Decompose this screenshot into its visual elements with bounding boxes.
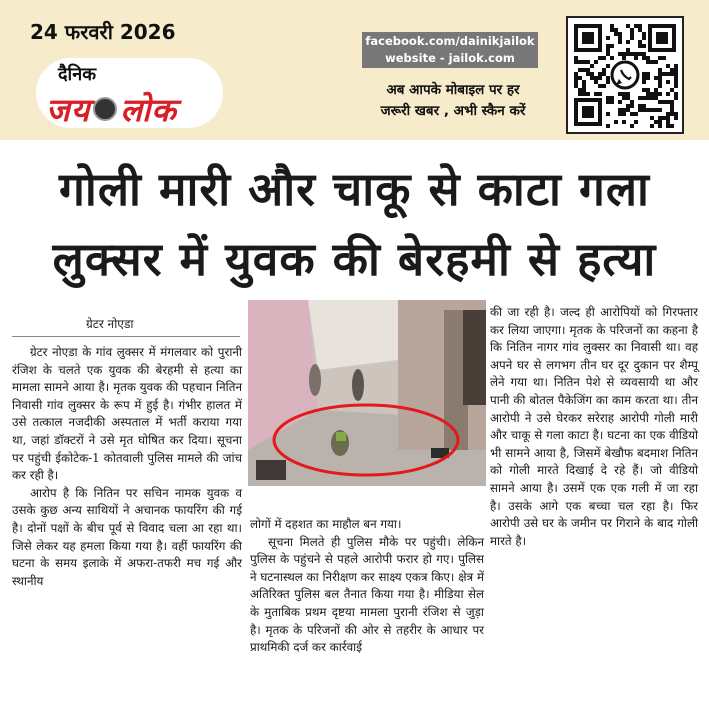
headline-line2: लुक्सर में युवक की बेरहमी से हत्या xyxy=(52,232,657,286)
headline-line1: गोली मारी और चाकू से काटा गला xyxy=(59,162,650,216)
logo-word-jay: जय xyxy=(46,91,91,129)
paragraph: लोगों में दहशत का माहौल बन गया। xyxy=(250,517,402,531)
article-column-3 xyxy=(490,304,698,550)
cctv-photo xyxy=(248,300,486,486)
website-link[interactable]: website - jailok.com xyxy=(385,51,515,65)
logo-word-lok: लोक xyxy=(120,91,177,129)
article-column-1 xyxy=(12,344,242,590)
paragraph: सूचना मिलते ही पुलिस मौके पर पहुंची। लेकिन पुलिस के पहुंचने से पहले आरोपी फरार हो गए। पुलिस ने घटनास्थल का निरीक्षण कर साक्ष्य एकत्र किए। क्षेत्र में अतिरिक्त पुलिस बल तैनात किया गया है। मीडिया सेल के मुताबिक प्रथम दृष्टया मामला पुरानी रंजिश से जुड़ा है। मृतक के परिजनों की ओर से तहरीर के आधार पर प्राथमिकी दर्ज कर कार्रवाई xyxy=(250,534,484,655)
edition-date: 24 फरवरी 2026 xyxy=(30,20,176,44)
social-links-box xyxy=(362,32,538,68)
globe-icon xyxy=(93,97,117,121)
dateline: ग्रेटर नोएडा xyxy=(86,317,134,331)
paragraph: ग्रेटर नोएडा के गांव लुक्सर में मंगलवार को पुरानी रंजिश के चलते एक युवक की बेरहमी से हत्या का मामला सामने आया है। मृतक युवक की पहचान नितिन निवासी गांव लुक्सर के रूप में हुई है। गंभीर हालत में उसे तत्काल नजदीकी अस्पताल में भर्ती कराया गया था, जहां डॉक्टरों ने उसे मृत घोषित कर दिया। सूचना पर पहुंची ईकोटेक-1 कोतवाली पुलिस मामले की जांच कर रही है। xyxy=(12,345,242,483)
newspaper-logo xyxy=(46,88,177,131)
logo-prefix: दैनिक xyxy=(58,64,97,85)
scan-prompt-line2: जरूरी खबर , अभी स्कैन करें xyxy=(380,103,526,119)
qr-code[interactable] xyxy=(566,16,684,134)
qr-code-graphic xyxy=(568,18,682,132)
dateline-rule xyxy=(12,336,240,337)
article-column-2 xyxy=(250,516,484,657)
scan-prompt-line1: अब आपके मोबाइल पर हर xyxy=(386,82,520,98)
facebook-link[interactable]: facebook.com/dainikjailok xyxy=(365,34,535,48)
paragraph: की जा रही है। जल्द ही आरोपियों को गिरफ्तार कर लिया जाएगा। मृतक के परिजनों का कहना है कि नितिन नागर गांव लुक्सर का निवासी था। वह अपने घर से लगभग तीन घर दूर दुकान पर शैम्पू लेने गया था। नितिन पेशे से व्यवसायी था और पानी की बोतल पैकेजिंग का काम करता था। तीन आरोपी ने उसे घेरकर सरेराह आरोपी गोली मारी और चाकू से गला काटा है। घटना का एक वीडियो भी सामने आया है, जिसमें बेखौफ बदमाश नितिन को गोली मारते दिखाई दे रहे हैं। जो वीडियो सामने आया है। उसमें एक एक गली में जा रहा है। उसके आगे एक बच्चा चल रहा है। फिर आरोपी उसे घर के जमीन पर गिराने के बाद गोली मारते है। xyxy=(490,305,698,548)
paragraph: आरोप है कि नितिन पर सचिन नामक युवक व उसके कुछ अन्य साथियों ने अचानक फायरिंग की गई है। दोनों पक्षों के बीच पूर्व से विवाद चला आ रहा था। जिसे लेकर यह हमला किया गया है। वहीं फायरिंग की घटना के समय इलाके में अफरा-तफरी मच गई और स्थानीय xyxy=(12,485,242,588)
scan-prompt xyxy=(358,80,548,122)
